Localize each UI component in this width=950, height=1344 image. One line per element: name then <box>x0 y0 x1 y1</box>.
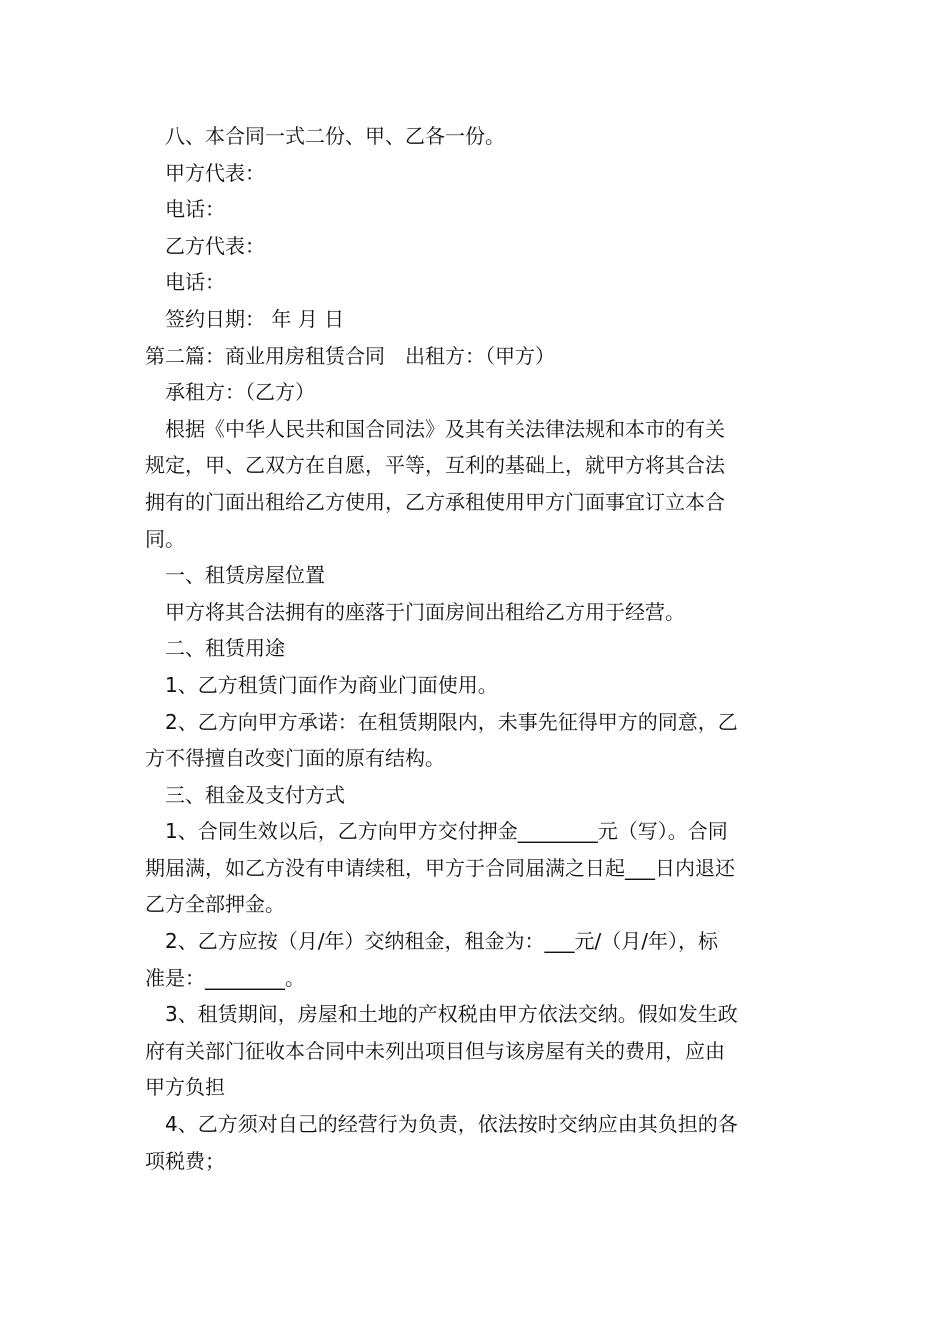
text-line: 甲方将其合法拥有的座落于门面房间出租给乙方用于经营。 <box>165 599 685 624</box>
text-line: 期届满，如乙方没有申请续租，甲方于合同届满之日起___日内退还 <box>145 855 735 880</box>
text-line: 电话： <box>165 197 225 222</box>
text-line: 根据《中华人民共和国合同法》及其有关法律法规和本市的有关 <box>165 416 725 441</box>
text-line: 三、租金及支付方式 <box>165 782 345 807</box>
text-line: 承租方：（乙方） <box>165 380 315 405</box>
text-line: 项税费； <box>145 1148 225 1173</box>
text-line: 准是：________。 <box>145 965 305 990</box>
text-line: 方不得擅自改变门面的原有结构。 <box>145 746 445 771</box>
text-line: 一、租赁房屋位置 <box>165 563 325 588</box>
text-line: 二、租赁用途 <box>165 636 285 661</box>
text-line: 乙方代表： <box>165 233 265 258</box>
text-line: 规定，甲、乙双方在自愿，平等，互利的基础上，就甲方将其合法 <box>145 453 725 478</box>
text-line: 拥有的门面出租给乙方使用，乙方承租使用甲方门面事宜订立本合 <box>145 489 725 514</box>
text-line: 第二篇：商业用房租赁合同 出租方：（甲方） <box>145 343 555 368</box>
text-line: 同。 <box>145 526 185 551</box>
text-line: 签约日期： 年 月 日 <box>165 306 345 331</box>
document-body <box>145 118 810 1179</box>
text-line: 4、乙方须对自己的经营行为负责，依法按时交纳应由其负担的各 <box>165 1112 738 1137</box>
text-line: 甲方负担 <box>145 1075 225 1100</box>
text-line: 八、本合同一式二份、甲、乙各一份。 <box>165 124 505 148</box>
text-line: 电话： <box>165 270 225 295</box>
text-line: 甲方代表： <box>165 160 265 185</box>
text-line: 1、合同生效以后，乙方向甲方交付押金________元（写）。合同 <box>165 819 728 844</box>
text-line: 2、乙方向甲方承诺：在租赁期限内，未事先征得甲方的同意，乙 <box>165 709 738 734</box>
text-line: 府有关部门征收本合同中未列出项目但与该房屋有关的费用，应由 <box>145 1038 725 1063</box>
text-line: 1、乙方租赁门面作为商业门面使用。 <box>165 672 498 697</box>
text-line: 3、租赁期间，房屋和土地的产权税由甲方依法交纳。假如发生政 <box>165 1002 738 1027</box>
text-line: 2、乙方应按（月/年）交纳租金，租金为：___元/（月/年），标 <box>165 929 718 954</box>
text-line: 乙方全部押金。 <box>145 892 285 917</box>
